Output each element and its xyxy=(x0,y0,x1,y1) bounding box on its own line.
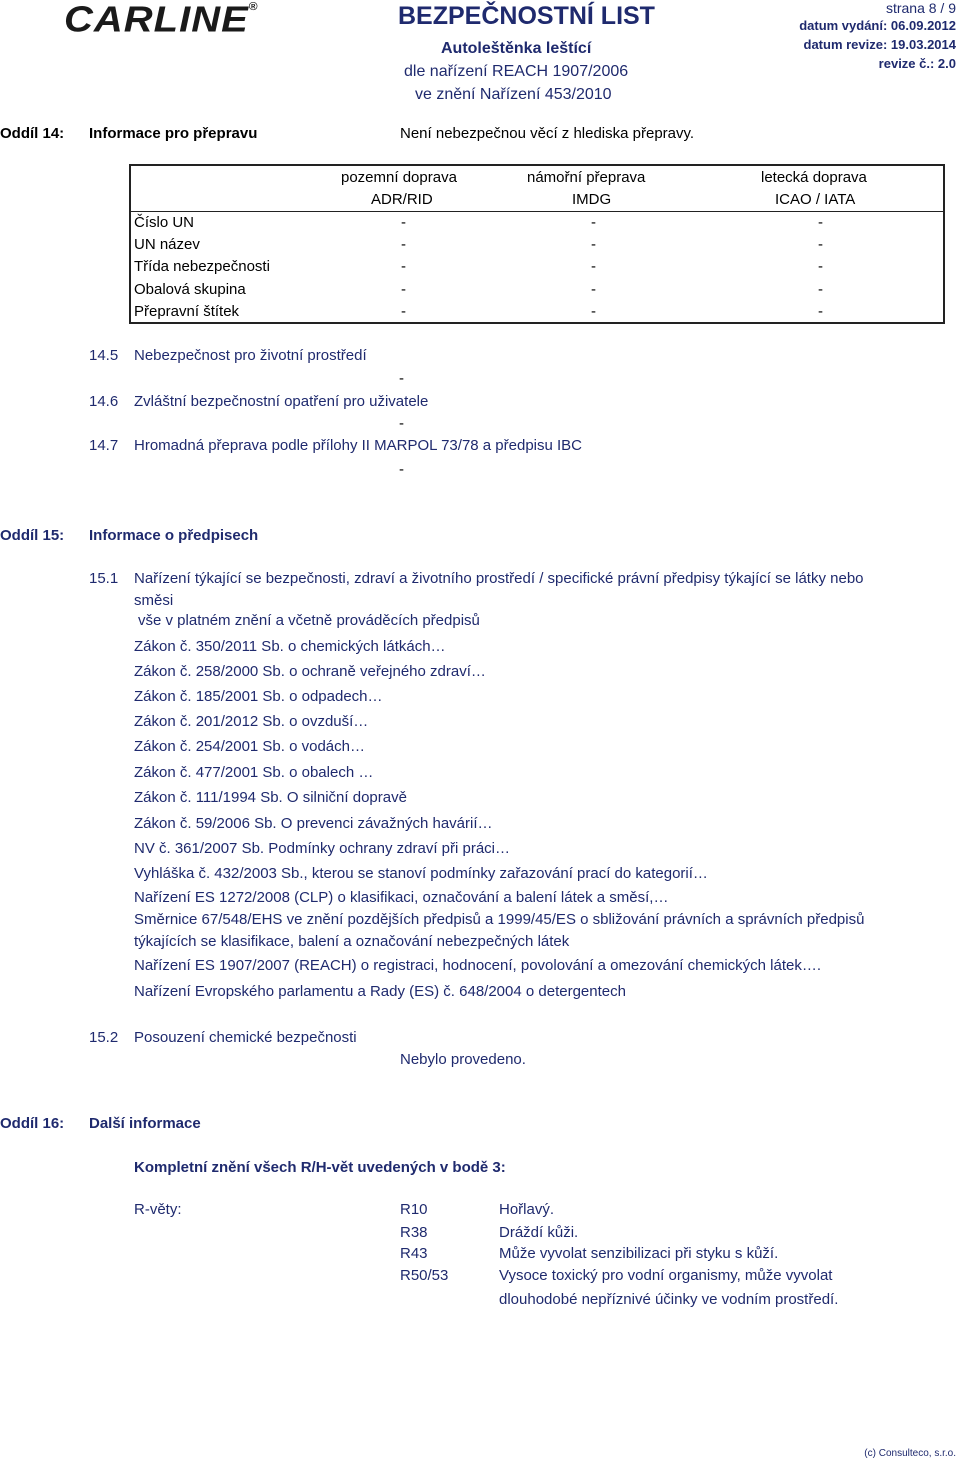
r-code: R38 xyxy=(400,1224,428,1241)
section16-label: Oddíl 16: xyxy=(0,1115,65,1132)
row-label: Třída nebezpečnosti xyxy=(134,258,270,275)
law-item: Nařízení Evropského parlamentu a Rady (ES) č. 648/2004 o detergentech xyxy=(134,983,626,1000)
row-value: - xyxy=(401,236,406,253)
row-value: - xyxy=(591,303,596,320)
revision-date: datum revize: 19.03.2014 xyxy=(803,37,956,52)
row-value: - xyxy=(401,303,406,320)
subsection-value: - xyxy=(399,370,404,387)
row-value: - xyxy=(591,281,596,298)
footer-copyright: (c) Consulteco, s.r.o. xyxy=(864,1448,956,1459)
r-code: R50/53 xyxy=(400,1267,449,1284)
subsection-value: - xyxy=(399,415,404,432)
col-sea-name: námořní přeprava xyxy=(527,169,646,186)
transport-table xyxy=(129,164,945,324)
law-item: Zákon č. 258/2000 Sb. o ochraně veřejného zdraví… xyxy=(134,663,486,680)
section15-title: Informace o předpisech xyxy=(89,527,259,544)
carline-logo xyxy=(64,0,259,41)
brand-name: CARLINE xyxy=(64,0,249,40)
law-item: Zákon č. 111/1994 Sb. O silniční dopravě xyxy=(134,789,407,806)
section14-label: Oddíl 14: xyxy=(0,125,65,142)
issue-date: datum vydání: 06.09.2012 xyxy=(799,18,956,33)
r-text: Vysoce toxický pro vodní organismy, může vyvolat xyxy=(499,1267,833,1284)
row-label: UN název xyxy=(134,236,200,253)
r-text: Hořlavý. xyxy=(499,1201,555,1218)
subsection-number: 14.5 xyxy=(89,347,119,364)
subsection-number: 15.1 xyxy=(89,570,119,587)
law-item: Vyhláška č. 432/2003 Sb., kterou se stanoví podmínky zařazování prací do kategorií… xyxy=(134,865,708,882)
table-header-separator xyxy=(131,211,943,212)
law-item: Zákon č. 254/2001 Sb. o vodách… xyxy=(134,738,365,755)
law-item: Zákon č. 350/2011 Sb. o chemických látkách… xyxy=(134,638,446,655)
subsection-title: Zvláštní bezpečnostní opatření pro uživatele xyxy=(134,393,429,410)
amendment-line: ve znění Nařízení 453/2010 xyxy=(415,86,612,103)
regulation-intro: vše v platném znění a včetně prováděcích předpisů xyxy=(138,612,480,629)
law-item: Nařízení ES 1272/2008 (CLP) o klasifikaci, označování a balení látek a směsí,… xyxy=(134,889,669,906)
col-air-name: letecká doprava xyxy=(761,169,867,186)
row-value: - xyxy=(591,258,596,275)
subsection-value: - xyxy=(399,461,404,478)
row-value: - xyxy=(401,214,406,231)
subsection-number: 14.7 xyxy=(89,437,119,454)
r-phrases-label: R-věty: xyxy=(134,1201,182,1218)
section14-title: Informace pro přepravu xyxy=(89,125,258,142)
row-label: Obalová skupina xyxy=(134,281,246,298)
r-text: Může vyvolat senzibilizaci při styku s kůží. xyxy=(499,1245,779,1262)
row-value: - xyxy=(401,258,406,275)
law-item: Zákon č. 477/2001 Sb. o obalech … xyxy=(134,764,374,781)
subsection-number: 14.6 xyxy=(89,393,119,410)
r-text-cont: dlouhodobé nepříznivé účinky ve vodním prostředí. xyxy=(499,1291,839,1308)
subsection-number: 15.2 xyxy=(89,1029,119,1046)
law-item: Směrnice 67/548/EHS ve znění pozdějších předpisů a 1999/45/ES o sbližování právních a správních předpisů xyxy=(134,911,865,928)
law-item-cont: týkajících se klasifikace, balení a označování nebezpečných látek xyxy=(134,933,570,950)
r-code: R10 xyxy=(400,1201,428,1218)
row-value: - xyxy=(401,281,406,298)
page-number: strana 8 / 9 xyxy=(885,0,956,16)
section16-title: Další informace xyxy=(89,1115,201,1132)
subsection-title: Nařízení týkající se bezpečnosti, zdraví a životního prostředí / specifické právní předpisy týkající se látky nebo xyxy=(134,570,864,587)
subsection-title: Hromadná přeprava podle přílohy II MARPOL 73/78 a předpisu IBC xyxy=(134,437,583,454)
subsection-title-cont: směsi xyxy=(134,592,174,609)
law-item: Nařízení ES 1907/2007 (REACH) o registraci, hodnocení, povolování a omezování chemických látek…. xyxy=(134,957,822,974)
product-name: Autoleštěnka leštící xyxy=(441,40,592,57)
col-road-code: ADR/RID xyxy=(371,191,433,208)
law-item: Zákon č. 59/2006 Sb. O prevenci závažných havárií… xyxy=(134,815,493,832)
subsection-title: Posouzení chemické bezpečnosti xyxy=(134,1029,357,1046)
regulation-line: dle nařízení REACH 1907/2006 xyxy=(404,63,629,80)
subsection-title: Nebezpečnost pro životní prostředí xyxy=(134,347,367,364)
row-value: - xyxy=(591,236,596,253)
law-item: Zákon č. 201/2012 Sb. o ovzduší… xyxy=(134,713,369,730)
law-item: NV č. 361/2007 Sb. Podmínky ochrany zdraví při práci… xyxy=(134,840,511,857)
row-label: Číslo UN xyxy=(134,214,195,231)
row-value: - xyxy=(818,258,823,275)
col-air-code: ICAO / IATA xyxy=(775,191,856,208)
r-text: Dráždí kůži. xyxy=(499,1224,579,1241)
document-title: BEZPEČNOSTNÍ LIST xyxy=(398,2,655,30)
row-value: - xyxy=(818,281,823,298)
col-sea-code: IMDG xyxy=(572,191,612,208)
row-value: - xyxy=(818,303,823,320)
assessment-value: Nebylo provedeno. xyxy=(400,1051,526,1068)
section15-label: Oddíl 15: xyxy=(0,527,65,544)
row-label: Přepravní štítek xyxy=(134,303,240,320)
col-road-name: pozemní doprava xyxy=(341,169,457,186)
row-value: - xyxy=(591,214,596,231)
row-value: - xyxy=(818,236,823,253)
r-code: R43 xyxy=(400,1245,428,1262)
registered-mark: ® xyxy=(248,0,259,13)
r-phrases-heading: Kompletní znění všech R/H-vět uvedených v bodě 3: xyxy=(134,1159,506,1176)
revision-number: revize č.: 2.0 xyxy=(878,56,956,71)
row-value: - xyxy=(818,214,823,231)
section14-note: Není nebezpečnou věcí z hlediska přepravy. xyxy=(400,125,695,142)
law-item: Zákon č. 185/2001 Sb. o odpadech… xyxy=(134,688,383,705)
